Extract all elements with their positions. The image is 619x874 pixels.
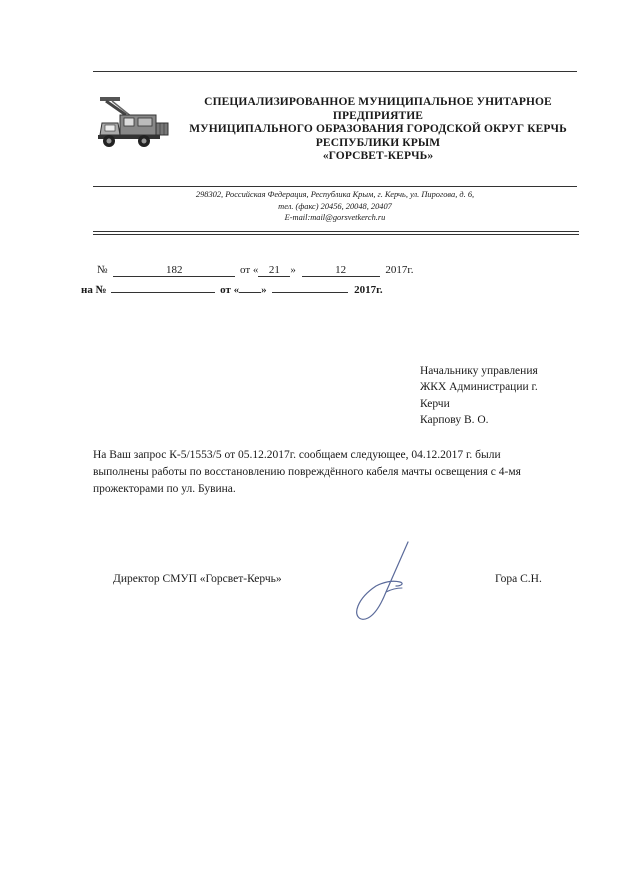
- addressee-block: [420, 363, 538, 429]
- signatory-name: Гора С.Н.: [495, 573, 542, 585]
- addressee-line: Начальнику управления: [420, 365, 538, 377]
- incoming-reference: [81, 284, 383, 296]
- address-line: E-mail:mail@gorsvetkerch.ru: [284, 213, 386, 222]
- reply-number-value: [111, 292, 215, 293]
- date-month: 12: [302, 264, 380, 277]
- header-middle-rule: [93, 186, 577, 187]
- title-line: «ГОРСВЕТ-КЕРЧЬ»: [322, 150, 434, 162]
- reply-date-day: [239, 292, 261, 293]
- addressee-line: Карпову В. О.: [420, 414, 489, 427]
- number-label: №: [97, 264, 108, 276]
- header-bottom-rule: [93, 234, 579, 235]
- title-line: МУНИЦИПАЛЬНОГО ОБРАЗОВАНИЯ ГОРОДСКОЙ ОКРУГ КЕРЧЬ: [189, 123, 567, 135]
- body-line: выполнены работы по восстановлению повреждённого кабеля мачты освещения с 4-мя: [93, 465, 521, 478]
- title-line: СПЕЦИАЛИЗИРОВАННОЕ МУНИЦИПАЛЬНОЕ УНИТАРНОЕ: [204, 96, 552, 108]
- reply-number-label: на №: [81, 284, 107, 296]
- date-from-label: от «: [240, 264, 259, 276]
- body-line: На Ваш запрос К-5/1553/5 от 05.12.2017г. сообщаем следующее, 04.12.2017 г. были: [93, 449, 501, 461]
- organization-title: [178, 96, 578, 164]
- organization-address: [150, 189, 520, 224]
- addressee-line: Керчи: [420, 397, 450, 410]
- date-day: 21: [258, 264, 290, 277]
- reply-date-quote-close: »: [261, 284, 267, 296]
- reply-date-month: [272, 292, 348, 293]
- number-value: 182: [113, 264, 235, 277]
- address-line: 298302, Российская Федерация, Республика Крым, г. Керчь, ул. Пирогова, д. 6,: [195, 190, 475, 199]
- title-line: РЕСПУБЛИКИ КРЫМ: [315, 136, 441, 149]
- body-line: прожекторами по ул. Бувина.: [93, 482, 236, 495]
- reply-date-from-label: от «: [220, 284, 240, 296]
- reply-date-year: 2017г.: [354, 284, 383, 296]
- title-line: ПРЕДПРИЯТИЕ: [332, 109, 424, 122]
- header-bottom-rule: [93, 231, 579, 232]
- date-quote-close: »: [290, 264, 296, 276]
- address-line: тел. (факс) 20456, 20048, 20407: [278, 201, 392, 211]
- header-top-rule: [93, 71, 577, 72]
- addressee-line: ЖКХ Администрации г.: [420, 381, 538, 394]
- handwritten-signature: [340, 540, 420, 625]
- aerial-lift-truck-icon: [96, 93, 178, 149]
- outgoing-reference: [97, 264, 413, 277]
- date-year: 2017г.: [385, 264, 414, 276]
- signatory-role: Директор СМУП «Горсвет-Керчь»: [113, 573, 282, 585]
- letter-body: [93, 447, 563, 497]
